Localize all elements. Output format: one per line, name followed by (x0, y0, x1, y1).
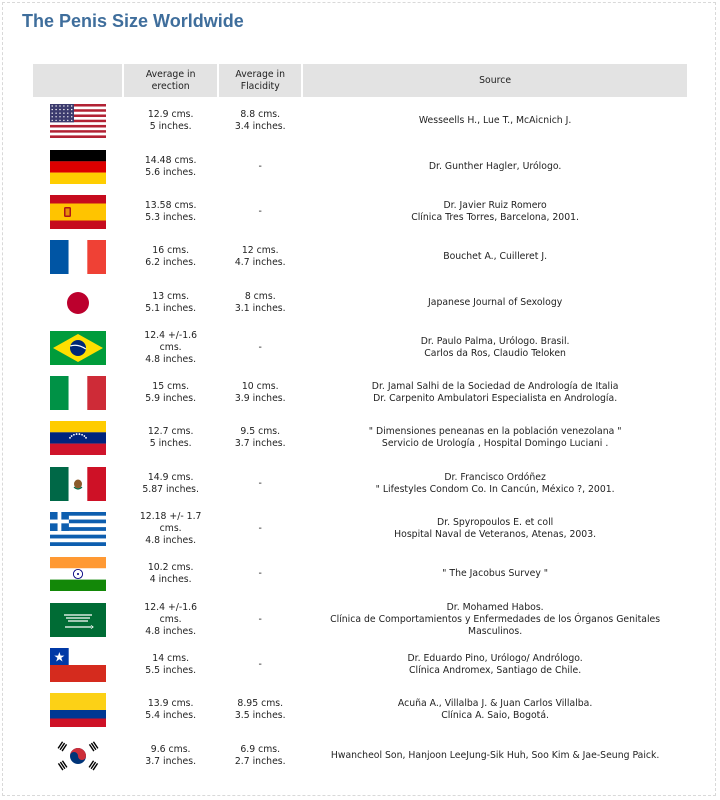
flacidity-cell: 9.5 cms. 3.7 inches. (234, 426, 286, 450)
source-cell: Dr. Spyropoulos E. et coll Hospital Naval de Veteranos, Atenas, 2003. (394, 517, 597, 541)
erection-cell: 12.7 cms. 5 inches. (147, 426, 194, 450)
colombia-flag-icon (50, 693, 106, 727)
flacidity-cell: 6.9 cms. 2.7 inches. (234, 743, 286, 767)
table-row (33, 97, 687, 144)
erection-cell: 13.58 cms. 5.3 inches. (144, 199, 197, 223)
flag-cell (33, 461, 122, 506)
flag-cell (33, 506, 122, 551)
source-cell: Hwancheol Son, Hanjoon LeeJung-Sik Huh, Soo Kim & Jae-Seung Paick. (330, 749, 660, 761)
source-cell: Acuña A., Villalba J. & Juan Carlos Villalba. Clínica A. Saio, Bogotá. (397, 698, 593, 722)
erection-cell: 12.18 +/- 1.7 cms. 4.8 inches. (139, 511, 202, 547)
flag-cell (33, 235, 122, 280)
flacidity-cell: 8.8 cms. 3.4 inches. (234, 108, 286, 132)
source-cell: Dr. Eduardo Pino, Urólogo/ Andrólogo. Clínica Andromex, Santiago de Chile. (407, 652, 583, 676)
erection-cell: 15 cms. 5.9 inches. (145, 381, 197, 405)
flag-cell (33, 370, 122, 415)
flacidity-cell: - (258, 658, 262, 670)
table-row (33, 461, 687, 506)
table-row (33, 733, 687, 778)
flag-cell (33, 189, 122, 234)
mexico-flag-icon (50, 467, 106, 501)
flag-cell (33, 552, 122, 597)
header-flacidity: Average in Flacidity (219, 64, 301, 97)
flacidity-cell: - (258, 613, 262, 625)
source-cell: Japanese Journal of Sexology (428, 296, 563, 308)
flag-cell (33, 597, 122, 642)
greece-flag-icon (50, 512, 106, 546)
flag-cell (33, 144, 122, 189)
source-cell: Dr. Mohamed Habos. Clínica de Comportamientos y Enfermedades de los Órganos Genitales Masculinos. (330, 601, 661, 637)
table-row (33, 235, 687, 280)
table-row (33, 416, 687, 461)
source-cell: Dr. Gunther Hagler, Urólogo. (428, 160, 562, 172)
brazil-flag-icon (50, 331, 106, 365)
erection-cell: 13.9 cms. 5.4 inches. (145, 698, 197, 722)
erection-cell: 14 cms. 5.5 inches. (145, 652, 197, 676)
header-flag (33, 64, 122, 97)
erection-cell: 13 cms. 5.1 inches. (145, 290, 197, 314)
flag-cell (33, 416, 122, 461)
erection-cell: 16 cms. 6.2 inches. (145, 245, 197, 269)
flacidity-cell: - (258, 568, 262, 580)
table-row (33, 144, 687, 189)
erection-cell: 9.6 cms. 3.7 inches. (145, 743, 197, 767)
flacidity-cell: - (258, 341, 262, 353)
source-cell: " Dimensiones peneanas en la población venezolana " Servicio de Urología , Hospital Domingo Luciani . (368, 426, 622, 450)
japan-flag-icon (50, 286, 106, 320)
flacidity-cell: - (258, 523, 262, 535)
flag-cell (33, 325, 122, 370)
saudi-arabia-flag-icon (50, 603, 106, 637)
flag-cell (33, 733, 122, 778)
venezuela-flag-icon (50, 421, 106, 455)
table-row (33, 189, 687, 234)
table-row (33, 642, 687, 687)
flacidity-cell: 10 cms. 3.9 inches. (234, 381, 286, 405)
erection-cell: 14.9 cms. 5.87 inches. (142, 471, 199, 495)
south-korea-flag-icon (50, 739, 106, 773)
flacidity-cell: - (258, 477, 262, 489)
italy-flag-icon (50, 376, 106, 410)
flag-cell (33, 97, 122, 144)
source-cell: Dr. Francisco Ordóñez " Lifestyles Condom Co. In Cancún, México ?, 2001. (375, 471, 615, 495)
table-header-row (33, 64, 687, 97)
table-row (33, 597, 687, 642)
erection-cell: 12.4 +/-1.6 cms. 4.8 inches. (144, 329, 198, 365)
usa-flag-icon (50, 104, 106, 138)
flacidity-cell: 8.95 cms. 3.5 inches. (234, 698, 286, 722)
germany-flag-icon (50, 150, 106, 184)
header-erection: Average in erection (124, 64, 217, 97)
penis-size-table (31, 64, 689, 778)
page-title: The Penis Size Worldwide (22, 11, 244, 31)
flacidity-cell: 8 cms. 3.1 inches. (234, 290, 286, 314)
table-row (33, 280, 687, 325)
france-flag-icon (50, 240, 106, 274)
source-cell: Dr. Javier Ruiz Romero Clínica Tres Torres, Barcelona, 2001. (411, 199, 580, 223)
erection-cell: 14.48 cms. 5.6 inches. (144, 154, 197, 178)
flacidity-cell: - (258, 205, 262, 217)
flag-cell (33, 642, 122, 687)
table-row (33, 688, 687, 733)
erection-cell: 12.4 +/-1.6 cms. 4.8 inches. (144, 601, 198, 637)
table-row (33, 506, 687, 551)
india-flag-icon (50, 557, 106, 591)
source-cell: Bouchet A., Cuilleret J. (443, 251, 548, 263)
source-cell: Dr. Paulo Palma, Urólogo. Brasil. Carlos da Ros, Claudio Teloken (420, 335, 570, 359)
spain-flag-icon (50, 195, 106, 229)
flacidity-cell: - (258, 160, 262, 172)
flag-cell (33, 688, 122, 733)
source-cell: Dr. Jamal Salhi de la Sociedad de Andrología de Italia Dr. Carpenito Ambulatori Especialista en Andrología. (371, 381, 619, 405)
table-row (33, 325, 687, 370)
source-cell: Wesseells H., Lue T., McAicnich J. (418, 114, 572, 126)
flacidity-cell: 12 cms. 4.7 inches. (234, 245, 286, 269)
table-row (33, 370, 687, 415)
erection-cell: 12.9 cms. 5 inches. (147, 108, 194, 132)
header-source: Source (303, 64, 687, 97)
chile-flag-icon (50, 648, 106, 682)
table-row (33, 552, 687, 597)
flag-cell (33, 280, 122, 325)
erection-cell: 10.2 cms. 4 inches. (147, 562, 194, 586)
source-cell: " The Jacobus Survey " (442, 568, 549, 580)
